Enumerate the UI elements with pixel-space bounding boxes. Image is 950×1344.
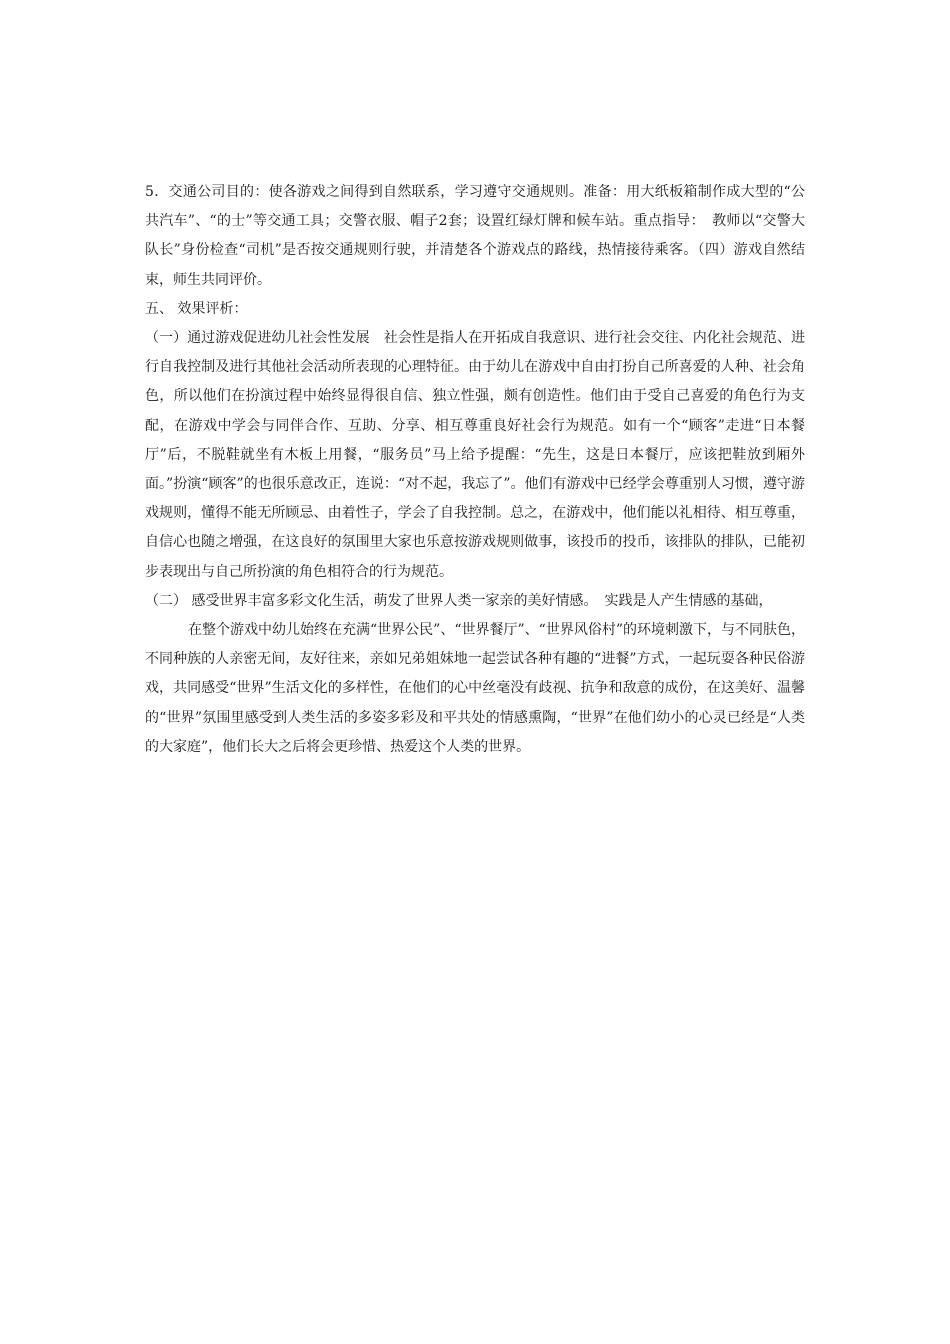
paragraph-world-culture-body: 在整个游戏中幼儿始终在充满“世界公民”、“世界餐厅”、“世界风俗村”的环境刺激下，与不同肤色，不同种族的人亲密无间，友好往来，亲如兄弟姐妹地一起尝试各种有趣的“进餐”方式，一起玩耍各种民俗游戏，共同感受“世界”生活文化的多样性，在他们的心中丝毫没有歧视、抗争和敌意的成份，在这美好、温馨的“世界”氛围里感受到人类生活的多姿多彩及和平共处的情感熏陶，“世界”在他们幼小的心灵已经是“人类的大家庭”，他们长大之后将会更珍惜、热爱这个人类的世界。 <box>145 622 805 755</box>
paragraph-social-development: （一）通过游戏促进幼儿社会性发展 社会性是指人在开拓成自我意识、进行社会交往、内化社会规范、进行自我控制及进行其他社会活动所表现的心理特征。由于幼儿在游戏中自由打扮自己所喜爱的人种、社会角色，所以他们在扮演过程中始终显得很自信、独立性强，颇有创造性。他们由于受自己喜爱的角色行为支配，在游戏中学会与同伴合作、互助、分享、相互尊重良好社会行为规范。如有一个“顾客”走进“日本餐厅”后，不脱鞋就坐有木板上用餐，“服务员”马上给予提醒：“先生，这是日本餐厅，应该把鞋放到厢外面。”扮演“顾客”的也很乐意改正，连说：“对不起，我忘了”。他们有游戏中已经学会尊重别人习惯，遵守游戏规则，懂得不能无所顾忌、由着性子，学会了自我控制。总之，在游戏中，他们能以礼相待、相互尊重，自信心也随之增强，在这良好的氛围里大家也乐意按游戏规则做事，该投币的投币，该排队的排队，已能初步表现出与自己所扮演的角色相符合的行为规范。 <box>145 330 805 580</box>
paragraph-world-culture-heading: （二） 感受世界丰富多彩文化生活，萌发了世界人类一家亲的美好情感。 实践是人产生情感的基础， <box>145 592 773 609</box>
section-heading-evaluation: 五、 效果评析： <box>145 300 248 317</box>
document-body <box>145 178 805 762</box>
paragraph-traffic-company: 5．交通公司目的：使各游戏之间得到自然联系，学习遵守交通规则。准备：用大纸板箱制作成大型的“公共汽车”、“的士”等交通工具；交警衣服、帽子2套；设置红绿灯牌和候车站。重点指导： 教师以“交警大队长”身份检查“司机”是否按交通规则行驶，并清楚各个游戏点的路线，热情接待乘客。（四）游戏自然结束，师生共同评价。 <box>145 184 805 288</box>
